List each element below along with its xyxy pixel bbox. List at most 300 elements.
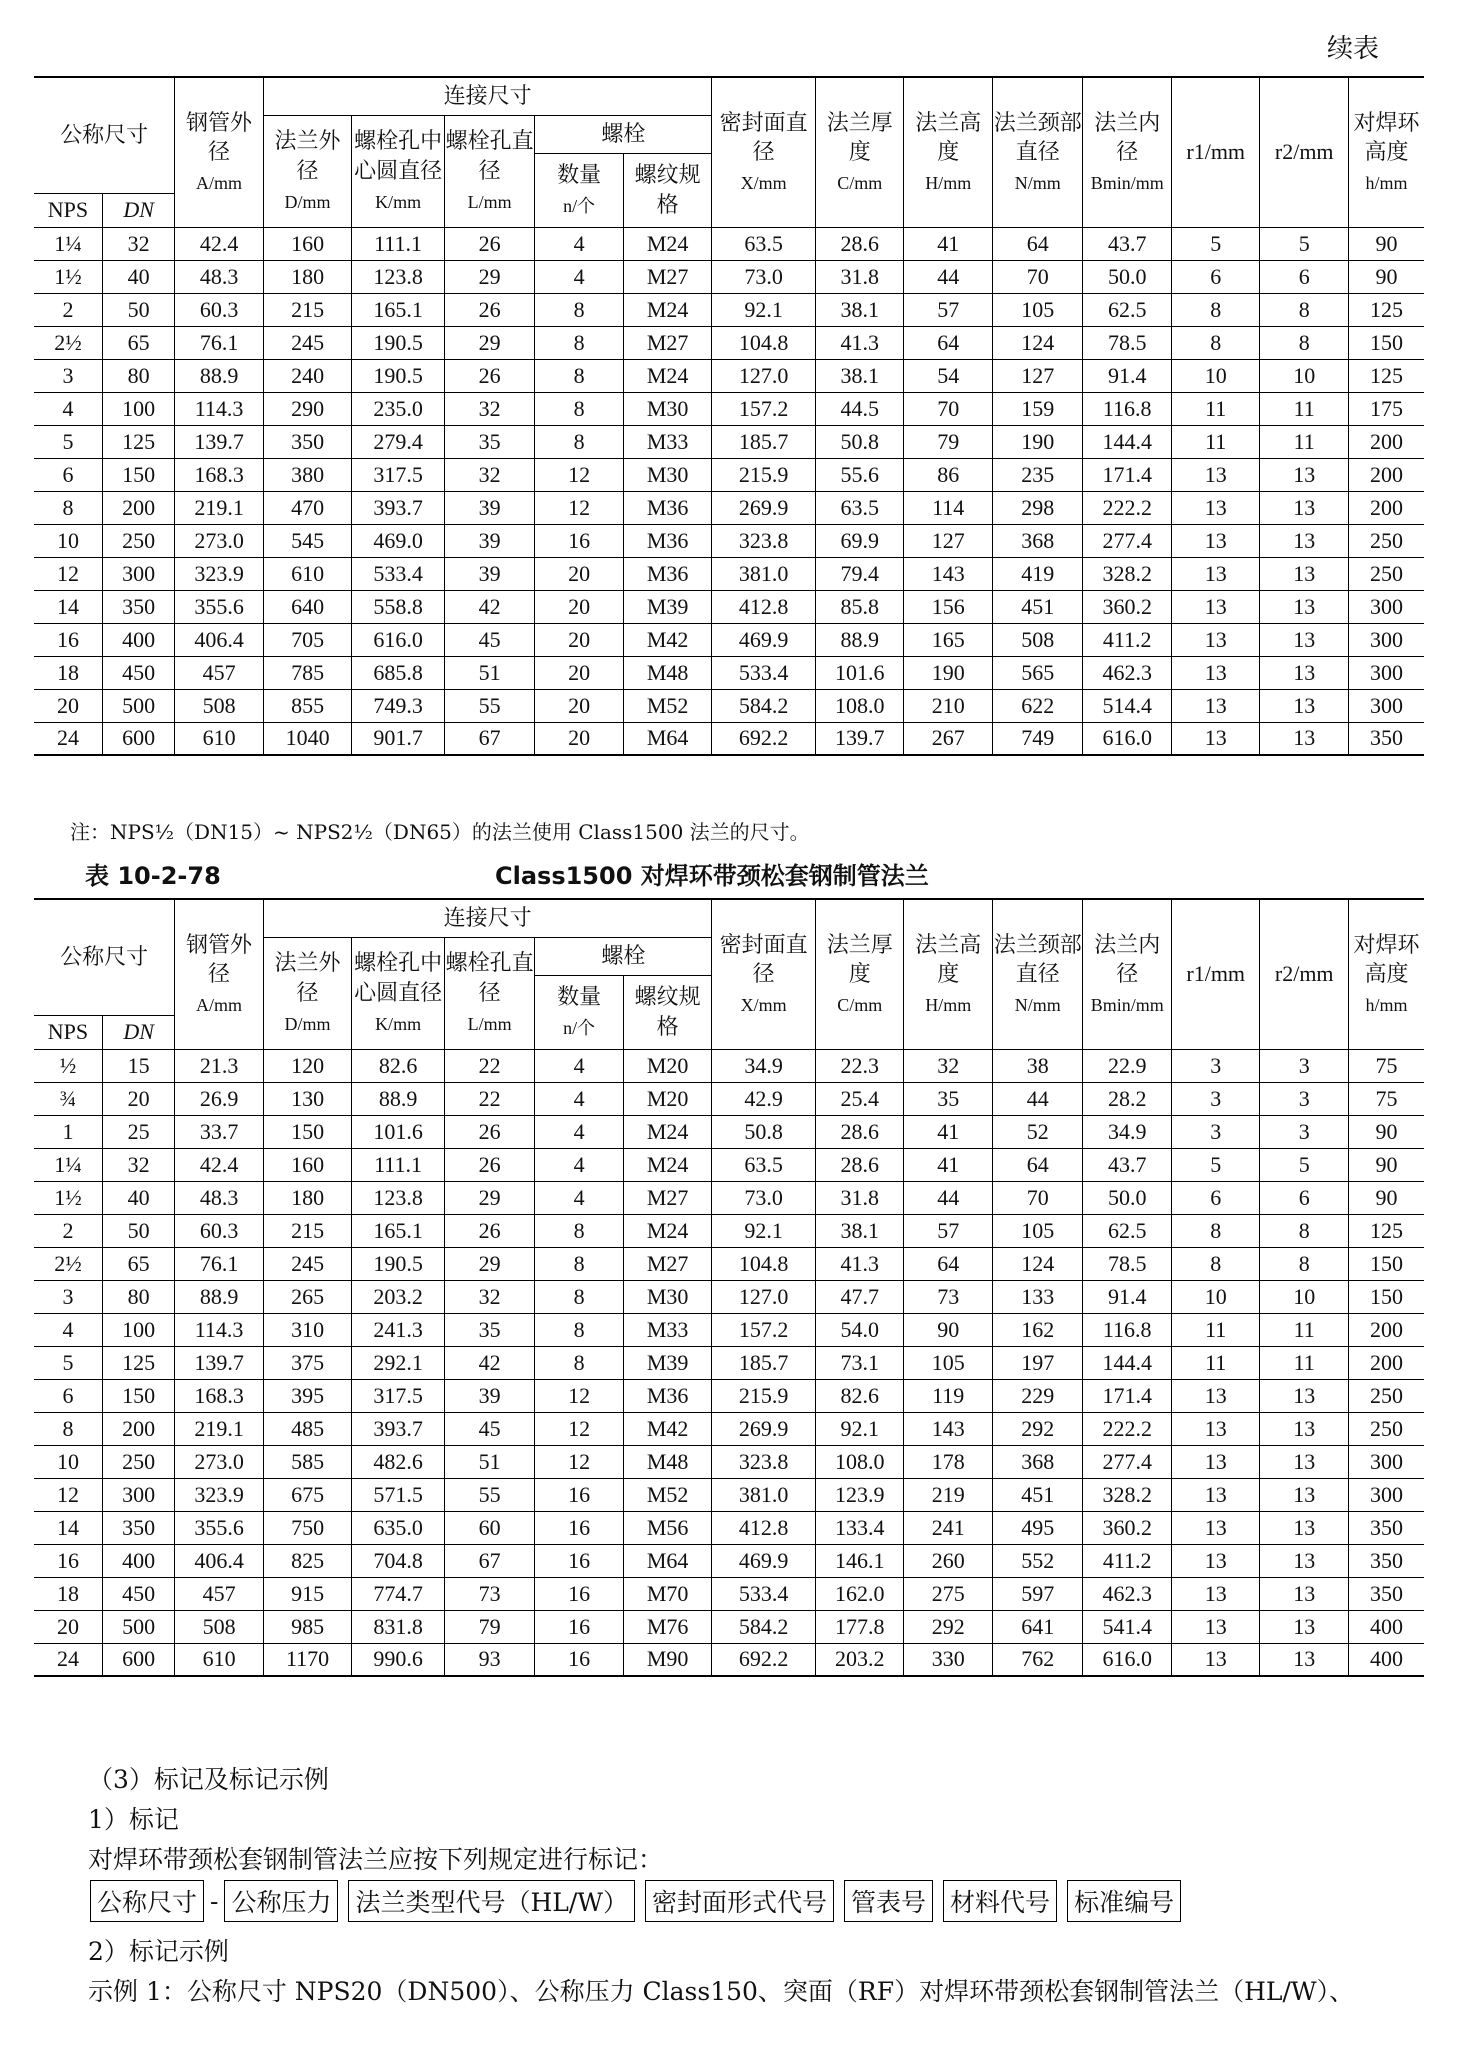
table-cell: 34.9: [712, 1049, 816, 1082]
table-cell: 38: [992, 1049, 1083, 1082]
table-cell: M30: [623, 1280, 712, 1313]
table-cell: 111.1: [352, 1148, 445, 1181]
table-cell: 28.6: [815, 1115, 904, 1148]
table-cell: 124: [992, 326, 1083, 359]
table-cell: 41: [904, 1115, 993, 1148]
table-cell: 8: [535, 425, 624, 458]
table-cell: 300: [1348, 689, 1424, 722]
table-cell: 3: [1260, 1049, 1349, 1082]
table-cell: 462.3: [1083, 656, 1172, 689]
table-cell: 406.4: [175, 1544, 264, 1577]
table-cell: 26: [444, 1214, 535, 1247]
table-cell: M24: [623, 359, 712, 392]
table-cell: 457: [175, 1577, 264, 1610]
table-cell: 45: [444, 1412, 535, 1445]
table-row: [34, 1313, 1424, 1346]
table-cell: 42.9: [712, 1082, 816, 1115]
table-cell: 90: [904, 1313, 993, 1346]
table-row: [34, 326, 1424, 359]
table-cell: 105: [992, 1214, 1083, 1247]
table-cell: 406.4: [175, 623, 264, 656]
table-cell: 90: [1348, 260, 1424, 293]
table-cell: 500: [102, 689, 174, 722]
table-cell: 300: [1348, 590, 1424, 623]
table-cell: 215: [263, 293, 352, 326]
table-cell: 64: [904, 1247, 993, 1280]
table-cell: 310: [263, 1313, 352, 1346]
table-cell: 185.7: [712, 1346, 816, 1379]
table-cell: M33: [623, 425, 712, 458]
table-cell: 600: [102, 722, 174, 755]
table-cell: 12: [34, 557, 102, 590]
table-cell: 8: [535, 392, 624, 425]
table-note: 注：NPS½（DN15）~ NPS2½（DN65）的法兰使用 Class1500 法兰的尺寸。: [70, 820, 810, 844]
table-cell: 90: [1348, 1148, 1424, 1181]
table-cell: 597: [992, 1577, 1083, 1610]
table-cell: 33.7: [175, 1115, 264, 1148]
table-cell: 165.1: [352, 293, 445, 326]
table-row: [34, 1379, 1424, 1412]
table-cell: 38.1: [815, 359, 904, 392]
table-cell: M33: [623, 1313, 712, 1346]
table-cell: 26: [444, 1115, 535, 1148]
table-cell: M64: [623, 722, 712, 755]
table-cell: 10: [1171, 1280, 1260, 1313]
table-cell: 675: [263, 1478, 352, 1511]
table-cell: 200: [1348, 425, 1424, 458]
table-title: Class1500 对焊环带颈松套钢制管法兰: [495, 862, 929, 890]
table-cell: M36: [623, 524, 712, 557]
table-cell: M52: [623, 689, 712, 722]
section-heading: （3）标记及标记示例: [88, 1765, 329, 1794]
table-cell: 100: [102, 392, 174, 425]
table-cell: 139.7: [175, 425, 264, 458]
table-cell: 269.9: [712, 491, 816, 524]
table-cell: 13: [1260, 590, 1349, 623]
table-cell: 210: [904, 689, 993, 722]
table-cell: 13: [1260, 1478, 1349, 1511]
table-cell: 180: [263, 260, 352, 293]
table-cell: M36: [623, 1379, 712, 1412]
table-cell: 88.9: [815, 623, 904, 656]
table-cell: 150: [263, 1115, 352, 1148]
table-row: [34, 458, 1424, 491]
table-cell: 13: [1260, 689, 1349, 722]
table-cell: 4: [535, 1082, 624, 1115]
table-cell: M39: [623, 1346, 712, 1379]
table-cell: 292.1: [352, 1346, 445, 1379]
table-cell: 250: [1348, 1412, 1424, 1445]
table-cell: 13: [1171, 1511, 1260, 1544]
table-cell: 139.7: [175, 1346, 264, 1379]
table-cell: 78.5: [1083, 326, 1172, 359]
bolt-qty-header: 数量 n/个: [535, 975, 624, 1049]
table-cell: 13: [1260, 1643, 1349, 1676]
table-cell: 508: [175, 1610, 264, 1643]
table-cell: 20: [102, 1082, 174, 1115]
table-cell: 133.4: [815, 1511, 904, 1544]
table-cell: 245: [263, 1247, 352, 1280]
table-cell: 514.4: [1083, 689, 1172, 722]
table-cell: 12: [535, 491, 624, 524]
table-cell: 300: [1348, 1445, 1424, 1478]
table-cell: 203.2: [815, 1643, 904, 1676]
table-cell: 29: [444, 1181, 535, 1214]
table-cell: 533.4: [712, 656, 816, 689]
table-cell: 4: [535, 1181, 624, 1214]
table-cell: 3: [1171, 1115, 1260, 1148]
table-cell: 190: [992, 425, 1083, 458]
table-cell: 39: [444, 491, 535, 524]
table-cell: 63.5: [815, 491, 904, 524]
r2-header: r2/mm: [1260, 77, 1349, 227]
table-cell: 18: [34, 1577, 102, 1610]
table-cell: 11: [1171, 1313, 1260, 1346]
table-cell: 323.9: [175, 557, 264, 590]
table-row: [34, 1511, 1424, 1544]
table-cell: 400: [102, 623, 174, 656]
table-cell: M30: [623, 392, 712, 425]
table-cell: 47.7: [815, 1280, 904, 1313]
table-cell: 3: [1171, 1082, 1260, 1115]
table-cell: 3: [1171, 1049, 1260, 1082]
table-row: [34, 1610, 1424, 1643]
bolt-header: 螺栓: [535, 937, 712, 975]
bolt-circle-header: 螺栓孔中心圆直径 K/mm: [352, 937, 445, 1049]
table-cell: 64: [904, 326, 993, 359]
table-cell: 16: [535, 1643, 624, 1676]
table-cell: 55: [444, 1478, 535, 1511]
table-cell: 88.9: [175, 359, 264, 392]
table-cell: 692.2: [712, 722, 816, 755]
table-cell: M90: [623, 1643, 712, 1676]
table-row: [34, 425, 1424, 458]
table-cell: 42: [444, 590, 535, 623]
table-cell: 395: [263, 1379, 352, 1412]
table-cell: 10: [1260, 1280, 1349, 1313]
table-cell: M24: [623, 1148, 712, 1181]
table-cell: 565: [992, 656, 1083, 689]
table-cell: 4: [535, 1049, 624, 1082]
table-cell: 8: [1260, 293, 1349, 326]
table-cell: 31.8: [815, 260, 904, 293]
table-cell: 144.4: [1083, 425, 1172, 458]
table-row: [34, 722, 1424, 755]
table-cell: 127: [992, 359, 1083, 392]
table-cell: M42: [623, 1412, 712, 1445]
seal-dia-header: 密封面直径 X/mm: [712, 899, 816, 1049]
table-cell: 323.8: [712, 1445, 816, 1478]
table-cell: 42: [444, 1346, 535, 1379]
flange-table-continued: [34, 76, 1424, 756]
marking-box-standard: 标准编号: [1067, 1880, 1181, 1922]
table-cell: M36: [623, 491, 712, 524]
table-cell: 101.6: [815, 656, 904, 689]
table-cell: M24: [623, 227, 712, 260]
table-row: [34, 623, 1424, 656]
table-cell: 124: [992, 1247, 1083, 1280]
table-cell: ½: [34, 1049, 102, 1082]
table-cell: 62.5: [1083, 293, 1172, 326]
table-cell: 4: [535, 260, 624, 293]
table-cell: 43.7: [1083, 1148, 1172, 1181]
table-cell: 32: [904, 1049, 993, 1082]
table-cell: 215.9: [712, 1379, 816, 1412]
table-cell: M24: [623, 1115, 712, 1148]
table-cell: 73.0: [712, 260, 816, 293]
table-cell: 571.5: [352, 1478, 445, 1511]
table-cell: 80: [102, 359, 174, 392]
table-cell: 88.9: [352, 1082, 445, 1115]
table-cell: 215.9: [712, 458, 816, 491]
table-cell: 29: [444, 1247, 535, 1280]
marking-box-nominal-pressure: 公称压力: [224, 1880, 338, 1922]
table-row: [34, 689, 1424, 722]
table-cell: 13: [1171, 1577, 1260, 1610]
table-cell: 13: [1171, 557, 1260, 590]
table-cell: 28.6: [815, 1148, 904, 1181]
table-cell: 411.2: [1083, 623, 1172, 656]
table-cell: 13: [1260, 1379, 1349, 1412]
table-cell: 393.7: [352, 491, 445, 524]
table-cell: 200: [102, 491, 174, 524]
table-row: [34, 359, 1424, 392]
table-cell: 6: [1171, 1181, 1260, 1214]
table-cell: 10: [34, 1445, 102, 1478]
table-cell: 13: [1171, 1610, 1260, 1643]
table-cell: 20: [535, 623, 624, 656]
table-cell: 482.6: [352, 1445, 445, 1478]
table-cell: 685.8: [352, 656, 445, 689]
table-cell: 90: [1348, 1115, 1424, 1148]
table-cell: 4: [34, 392, 102, 425]
table-number: 表 10-2-78: [85, 862, 221, 890]
table-row: [34, 1214, 1424, 1247]
table-cell: 20: [535, 656, 624, 689]
table-row: [34, 1181, 1424, 1214]
table-cell: 4: [535, 1115, 624, 1148]
marking-box-schedule: 管表号: [844, 1880, 933, 1922]
table-cell: 13: [1260, 557, 1349, 590]
nominal-size-header: 公称尺寸: [34, 77, 175, 193]
table-cell: 35: [444, 1313, 535, 1346]
table-cell: 62.5: [1083, 1214, 1172, 1247]
table-cell: 11: [1260, 425, 1349, 458]
table-cell: 500: [102, 1610, 174, 1643]
table-cell: 92.1: [815, 1412, 904, 1445]
table-cell: 38.1: [815, 293, 904, 326]
table-cell: 4: [34, 1313, 102, 1346]
table-cell: 70: [992, 260, 1083, 293]
table-cell: 13: [1171, 623, 1260, 656]
table-cell: 55: [444, 689, 535, 722]
table-cell: 26: [444, 359, 535, 392]
table-cell: 38.1: [815, 1214, 904, 1247]
table-cell: 13: [1171, 524, 1260, 557]
marking-box-seal-face: 密封面形式代号: [645, 1880, 834, 1922]
table-cell: 35: [444, 425, 535, 458]
table-cell: 317.5: [352, 1379, 445, 1412]
table-cell: 8: [1171, 326, 1260, 359]
table-cell: 235.0: [352, 392, 445, 425]
table-cell: 42.4: [175, 1148, 264, 1181]
table-cell: 330: [904, 1643, 993, 1676]
marking-rule-text: 对焊环带颈松套钢制管法兰应按下列规定进行标记：: [88, 1845, 664, 1874]
table-cell: 541.4: [1083, 1610, 1172, 1643]
table-cell: 462.3: [1083, 1577, 1172, 1610]
table-cell: 277.4: [1083, 1445, 1172, 1478]
table-cell: 104.8: [712, 326, 816, 359]
table-cell: 13: [1171, 1379, 1260, 1412]
table-cell: 15: [102, 1049, 174, 1082]
table-cell: 29: [444, 326, 535, 359]
table-cell: 190.5: [352, 326, 445, 359]
table-cell: 11: [1260, 392, 1349, 425]
table-cell: 219: [904, 1478, 993, 1511]
table-cell: 8: [535, 359, 624, 392]
table-cell: 485: [263, 1412, 352, 1445]
table-cell: 39: [444, 557, 535, 590]
table-cell: 54: [904, 359, 993, 392]
table-cell: 13: [1260, 656, 1349, 689]
table-row: [34, 260, 1424, 293]
table-cell: ¾: [34, 1082, 102, 1115]
table-cell: M24: [623, 293, 712, 326]
table-cell: M64: [623, 1544, 712, 1577]
table-cell: 508: [992, 623, 1083, 656]
table-cell: 123.9: [815, 1478, 904, 1511]
table-row: [34, 656, 1424, 689]
table-cell: 260: [904, 1544, 993, 1577]
table-cell: M76: [623, 1610, 712, 1643]
table-cell: 350: [1348, 1577, 1424, 1610]
table-cell: M52: [623, 1478, 712, 1511]
table-cell: 558.8: [352, 590, 445, 623]
table-cell: 317.5: [352, 458, 445, 491]
table-cell: 412.8: [712, 590, 816, 623]
table-cell: 200: [1348, 491, 1424, 524]
table-cell: 350: [1348, 722, 1424, 755]
table-cell: 48.3: [175, 1181, 264, 1214]
table-cell: 11: [1260, 1346, 1349, 1379]
flange-od-header: 法兰外径 D/mm: [263, 937, 352, 1049]
table-cell: M39: [623, 590, 712, 623]
table-row: [34, 1643, 1424, 1676]
table-cell: 825: [263, 1544, 352, 1577]
marking-box-flange-type: 法兰类型代号（HL/W）: [348, 1880, 635, 1922]
table-cell: 12: [535, 1379, 624, 1412]
table-cell: 600: [102, 1643, 174, 1676]
table-cell: 235: [992, 458, 1083, 491]
table-cell: 20: [535, 722, 624, 755]
table-cell: 985: [263, 1610, 352, 1643]
table-cell: 300: [1348, 623, 1424, 656]
table-cell: 162: [992, 1313, 1083, 1346]
table-cell: 180: [263, 1181, 352, 1214]
ring-height-header: 对焊环高度 h/mm: [1348, 77, 1424, 227]
table-cell: 300: [1348, 656, 1424, 689]
table-cell: 508: [175, 689, 264, 722]
pipe-od-header: 钢管外径 A/mm: [175, 77, 264, 227]
table-cell: 990.6: [352, 1643, 445, 1676]
table-cell: 125: [102, 1346, 174, 1379]
table-cell: 457: [175, 656, 264, 689]
table-cell: 39: [444, 524, 535, 557]
table-cell: 160: [263, 227, 352, 260]
table-cell: 6: [34, 1379, 102, 1412]
table-cell: 150: [1348, 1280, 1424, 1313]
table-cell: M20: [623, 1049, 712, 1082]
table-cell: 13: [1171, 1544, 1260, 1577]
table-cell: 692.2: [712, 1643, 816, 1676]
table-cell: 82.6: [352, 1049, 445, 1082]
connection-header: 连接尺寸: [263, 899, 712, 937]
table-cell: 127: [904, 524, 993, 557]
table-cell: 355.6: [175, 590, 264, 623]
table-cell: 16: [535, 524, 624, 557]
table-cell: 190: [904, 656, 993, 689]
table-cell: 13: [1171, 1445, 1260, 1478]
table-cell: 26: [444, 293, 535, 326]
table-cell: 22: [444, 1049, 535, 1082]
table-cell: 2: [34, 1214, 102, 1247]
table-cell: 60: [444, 1511, 535, 1544]
flange-table-continued-body: [34, 227, 1424, 755]
table-cell: 1½: [34, 260, 102, 293]
table-cell: 13: [1171, 491, 1260, 524]
table-cell: 70: [992, 1181, 1083, 1214]
table-cell: 32: [444, 458, 535, 491]
table-cell: 10: [34, 524, 102, 557]
table-cell: 123.8: [352, 260, 445, 293]
table-cell: 175: [1348, 392, 1424, 425]
table-row: [34, 392, 1424, 425]
flange-od-header: 法兰外径 D/mm: [263, 115, 352, 227]
table-cell: 143: [904, 557, 993, 590]
table-row: [34, 1148, 1424, 1181]
table-row: [34, 524, 1424, 557]
table-cell: 245: [263, 326, 352, 359]
table-cell: 35: [904, 1082, 993, 1115]
neck-dia-header: 法兰颈部直径 N/mm: [992, 899, 1083, 1049]
table-cell: 5: [1260, 227, 1349, 260]
table-cell: 241: [904, 1511, 993, 1544]
table-cell: 13: [1260, 1445, 1349, 1478]
table-cell: 200: [102, 1412, 174, 1445]
table-cell: 290: [263, 392, 352, 425]
table-cell: 40: [102, 260, 174, 293]
table-cell: 6: [1260, 260, 1349, 293]
table-cell: 162.0: [815, 1577, 904, 1610]
table-cell: 8: [1171, 1214, 1260, 1247]
table-cell: 616.0: [352, 623, 445, 656]
table-cell: 8: [34, 1412, 102, 1445]
pipe-od-header: 钢管外径 A/mm: [175, 899, 264, 1049]
table-cell: 6: [1260, 1181, 1349, 1214]
table-cell: 469.9: [712, 1544, 816, 1577]
table-cell: 32: [444, 392, 535, 425]
table-cell: 20: [535, 557, 624, 590]
table-cell: 143: [904, 1412, 993, 1445]
table-cell: 165: [904, 623, 993, 656]
table-row: [34, 1577, 1424, 1610]
connection-header: 连接尺寸: [263, 77, 712, 115]
table-cell: 123.8: [352, 1181, 445, 1214]
table-cell: 50.0: [1083, 260, 1172, 293]
table-cell: M48: [623, 656, 712, 689]
table-cell: 470: [263, 491, 352, 524]
bolt-circle-header: 螺栓孔中心圆直径 K/mm: [352, 115, 445, 227]
